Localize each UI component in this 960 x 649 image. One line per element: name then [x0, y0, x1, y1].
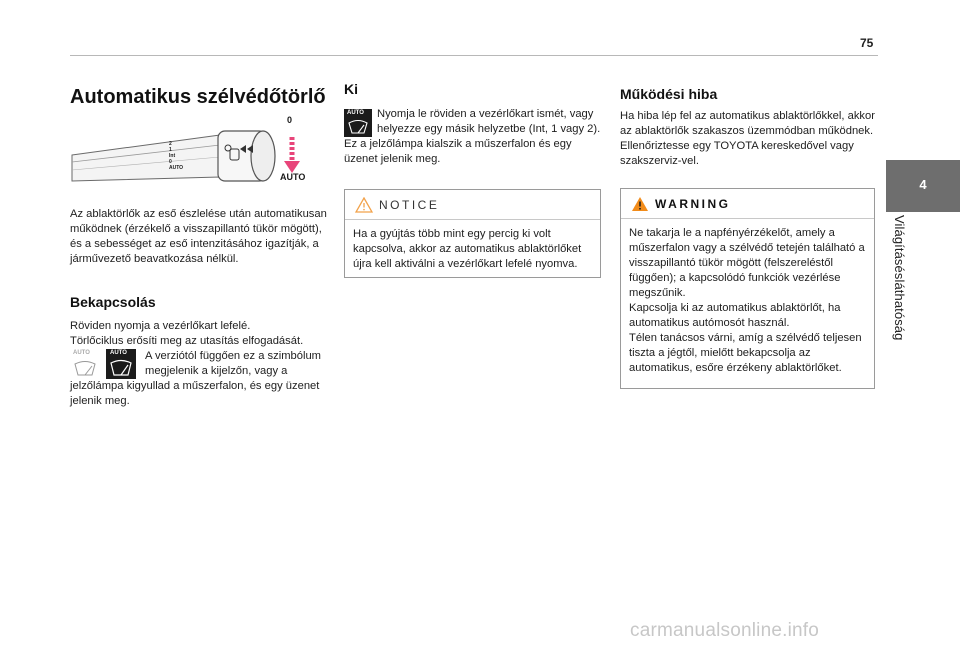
wiper-stalk-drawing — [70, 115, 306, 195]
ki-p1: Nyomja le röviden a vezérlőkart ismét, vagy helyezze egy másik helyzetbe (Int, 1 vagy 2). — [377, 108, 601, 135]
warning-header — [621, 189, 874, 219]
watermark: carmanualsonline.info — [630, 620, 820, 641]
auto-wiper-indicator-icon — [344, 109, 372, 137]
bekapcsolas-body — [70, 319, 334, 409]
warning-label: WARNING — [655, 197, 731, 211]
chapter-number: 4 — [919, 177, 927, 192]
bekapcsolas-p1: Röviden nyomja a vezérlőkart lefelé. — [70, 320, 251, 332]
filled-icon-auto-text: AUTO — [110, 350, 127, 356]
stalk-mark: 2 — [169, 141, 172, 147]
bekapcsolas-p2: Törlőciklus erősíti meg az utasítás elfogadását. — [70, 335, 304, 347]
wiper-filled-glyph — [106, 349, 136, 379]
warning-box — [620, 188, 875, 389]
notice-text: Ha a gyújtás több mint egy percig ki volt kapcsolva, akkor az automatikus ablaktörlőket újra kell aktiválni a vezérlőkart lefelé nyomva. — [353, 228, 582, 270]
bekapcsolas-p3: A verziótól függően ez a szimbólum megjelenik a kijelzőn, vagy a jelzőlámpa kigyullad a műszerfalon, és egy üzenet jelenik meg. — [70, 350, 321, 407]
notice-box — [344, 189, 601, 278]
warning-body — [621, 219, 874, 383]
auto-wiper-outline-icon — [70, 350, 100, 378]
stalk-auto-label: AUTO — [280, 172, 306, 182]
wiper-stalk-illustration — [70, 115, 306, 195]
stalk-top-mark: 0 — [287, 115, 293, 125]
stalk-mark: 1 — [169, 147, 172, 153]
auto-wiper-filled-icon — [106, 349, 136, 379]
notice-label: NOTICE — [379, 198, 440, 212]
chapter-title: Világításésláthatóság — [892, 215, 907, 341]
chapter-title-vertical — [892, 215, 914, 465]
intro-paragraph: Az ablaktörlők az eső észlelése után automatikusan működnek (érzékelő a visszapillantó tükör mögött), és a sebességet az eső intenzitásához igazítják, a járművezető beavatkozása nélkül. — [70, 208, 327, 265]
mukodesi-p1: Ha hiba lép fel az automatikus ablaktörlőkkel, akkor az ablaktörlők szakaszos üzemmódban működnek. — [620, 110, 875, 137]
ki-body — [344, 107, 602, 167]
notice-header — [345, 190, 600, 220]
ki-wiper-glyph — [344, 109, 372, 137]
outline-icon-auto-text: AUTO — [73, 350, 90, 356]
section-title-automatic-wiper — [70, 85, 330, 109]
warning-triangle-icon — [631, 196, 649, 212]
notice-triangle-icon — [355, 197, 373, 213]
notice-body — [345, 220, 600, 279]
mukodesi-p2: Ellenőriztesse egy TOYOTA kereskedővel vagy szakszerviz-vel. — [620, 140, 854, 167]
stalk-mark: 0 — [169, 159, 172, 165]
chapter-tab[interactable] — [886, 160, 960, 212]
auto-wiper-symbols — [70, 349, 143, 379]
wiper-outline-glyph — [70, 350, 100, 378]
page-title: Automatikus szélvédőtörlő — [70, 86, 326, 108]
heading-mukodesi-hiba: Működési hiba — [620, 86, 718, 102]
warning-p3: Télen tanácsos várni, amíg a szélvédő teljesen tiszta a jégtől, mielőtt bekapcsolja az automatikus, esőre érzékeny ablaktörlőket. — [629, 332, 862, 374]
page-number: 75 — [860, 36, 874, 50]
ki-p2: Ez a jelzőlámpa kialszik a műszerfalon és egy üzenet jelenik meg. — [344, 138, 572, 165]
ki-icon-auto-text: AUTO — [347, 110, 364, 116]
header-rule — [70, 55, 878, 56]
stalk-mark: Int — [169, 153, 176, 159]
mukodesi-hiba-body — [620, 109, 878, 169]
stalk-position-marks — [169, 141, 183, 171]
warning-p2: Kapcsolja ki az automatikus ablaktörlőt, ha automatikus autómosót használ. — [629, 302, 841, 329]
warning-p1: Ne takarja le a napfényérzékelőt, amely a műszerfalon vagy a szélvédő tetején található a visszapillantó tükör mögött (felszereléstől függően); a kapcsolódó funkciók vezérlése megszűnik. — [629, 227, 865, 299]
heading-bekapcsolas: Bekapcsolás — [70, 294, 156, 310]
stalk-mark: AUTO — [169, 165, 184, 171]
bekapcsolas-icon-paragraph — [70, 349, 334, 409]
heading-ki: Ki — [344, 81, 358, 97]
